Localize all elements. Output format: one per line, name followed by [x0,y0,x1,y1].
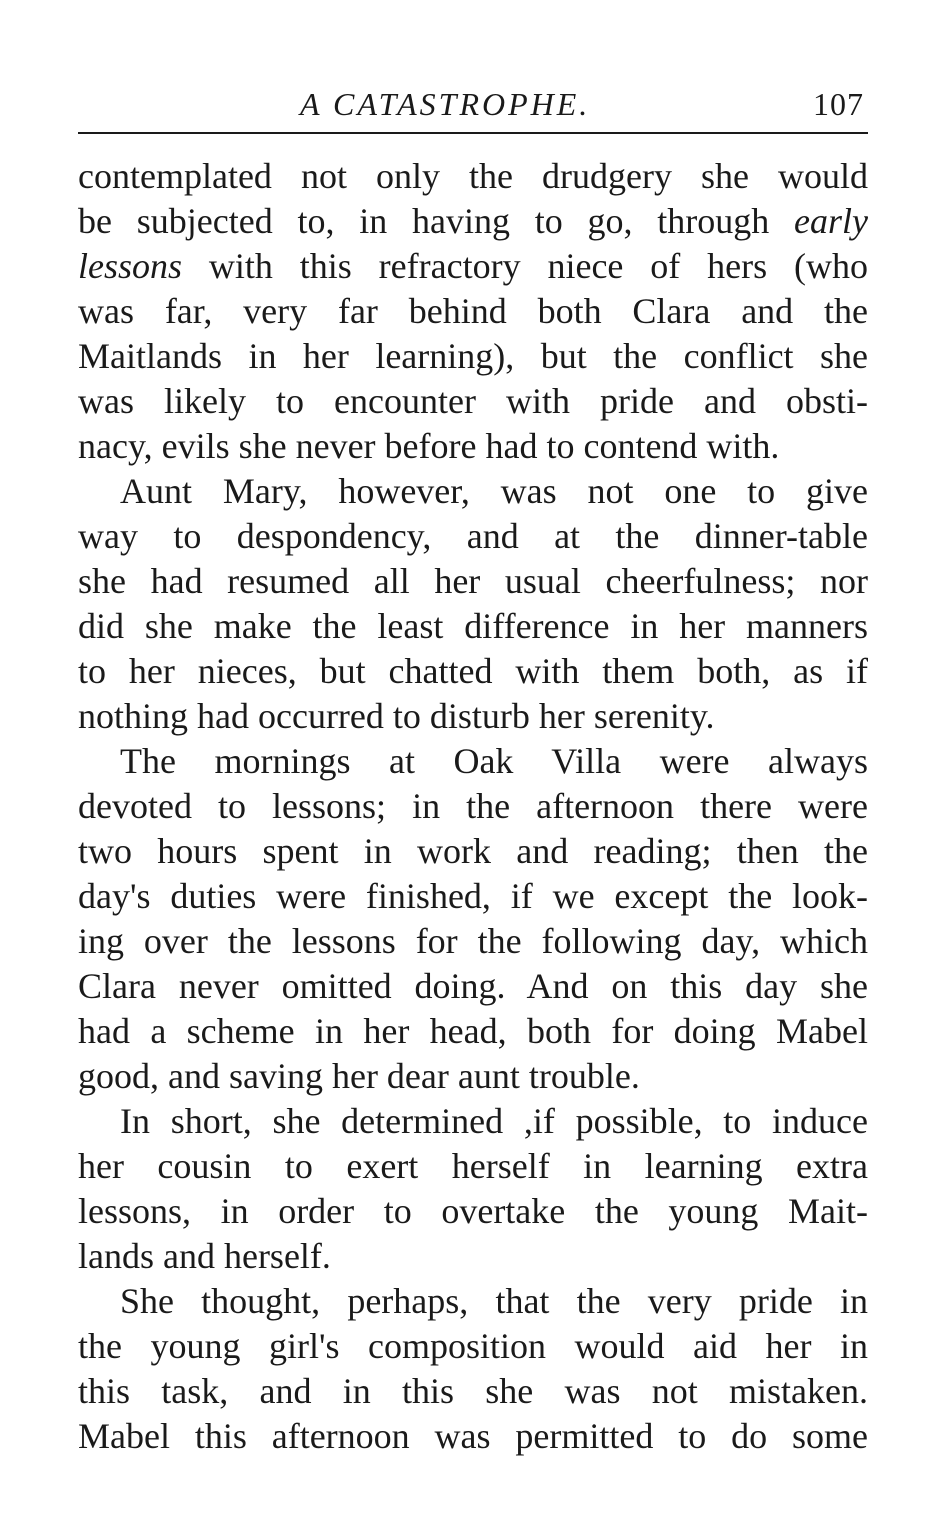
paragraph-4 [78,1099,868,1279]
text-line: was far, very far behind both Clara and the [78,291,868,331]
text-line: two hours spent in work and reading; then the [78,831,868,871]
text-line: contemplated not only the drudgery she would [78,156,868,196]
text-line: She thought, perhaps, that the very pride in [120,1281,868,1321]
header-rule [78,132,868,134]
text-line: Maitlands in her learning), but the conflict she [78,336,868,376]
text-line: day's duties were finished, if we except the look- [78,876,868,916]
paragraph-5 [78,1279,868,1459]
italic-emphasis: lessons [78,246,183,286]
text-line: to her nieces, but chatted with them both, as if [78,651,868,691]
text-line: was likely to encounter with pride and obsti- [78,381,868,421]
text-line: In short, she determined ,if possible, to induce [120,1101,868,1141]
text-line: her cousin to exert herself in learning extra [78,1146,868,1186]
text-line: nothing had occurred to disturb her serenity. [78,696,715,736]
text-line: The mornings at Oak Villa were always [120,741,868,781]
running-header [78,84,868,124]
text-line: be subjected to, in having to go, through early [78,201,868,241]
text-line: Aunt Mary, however, was not one to give [120,471,868,511]
paragraph-1 [78,154,868,469]
paragraph-3 [78,739,868,1099]
text-line: nacy, evils she never before had to contend with. [78,426,780,466]
text-line: had a scheme in her head, both for doing Mabel [78,1011,868,1051]
text-line: this task, and in this she was not mistaken. [78,1371,868,1411]
text-line: lessons with this refractory niece of hers (who [78,246,868,286]
text-line: devoted to lessons; in the afternoon there were [78,786,868,826]
text-line: did she make the least difference in her manners [78,606,868,646]
text-line: lands and herself. [78,1236,331,1276]
text-line: Mabel this afternoon was permitted to do some [78,1416,868,1456]
paragraph-2 [78,469,868,739]
running-title: A CATASTROPHE. [300,86,591,122]
text-line: lessons, in order to overtake the young Mait- [78,1191,868,1231]
page-number: 107 [813,86,864,122]
body-text [78,154,868,1459]
text-line: ing over the lessons for the following day, which [78,921,868,961]
text-line: Clara never omitted doing. And on this day she [78,966,868,1006]
text-line: she had resumed all her usual cheerfulness; nor [78,561,868,601]
italic-emphasis: early [794,201,868,241]
text-line: good, and saving her dear aunt trouble. [78,1056,640,1096]
text-line: the young girl's composition would aid her in [78,1326,868,1366]
text-line: way to despondency, and at the dinner-table [78,516,868,556]
